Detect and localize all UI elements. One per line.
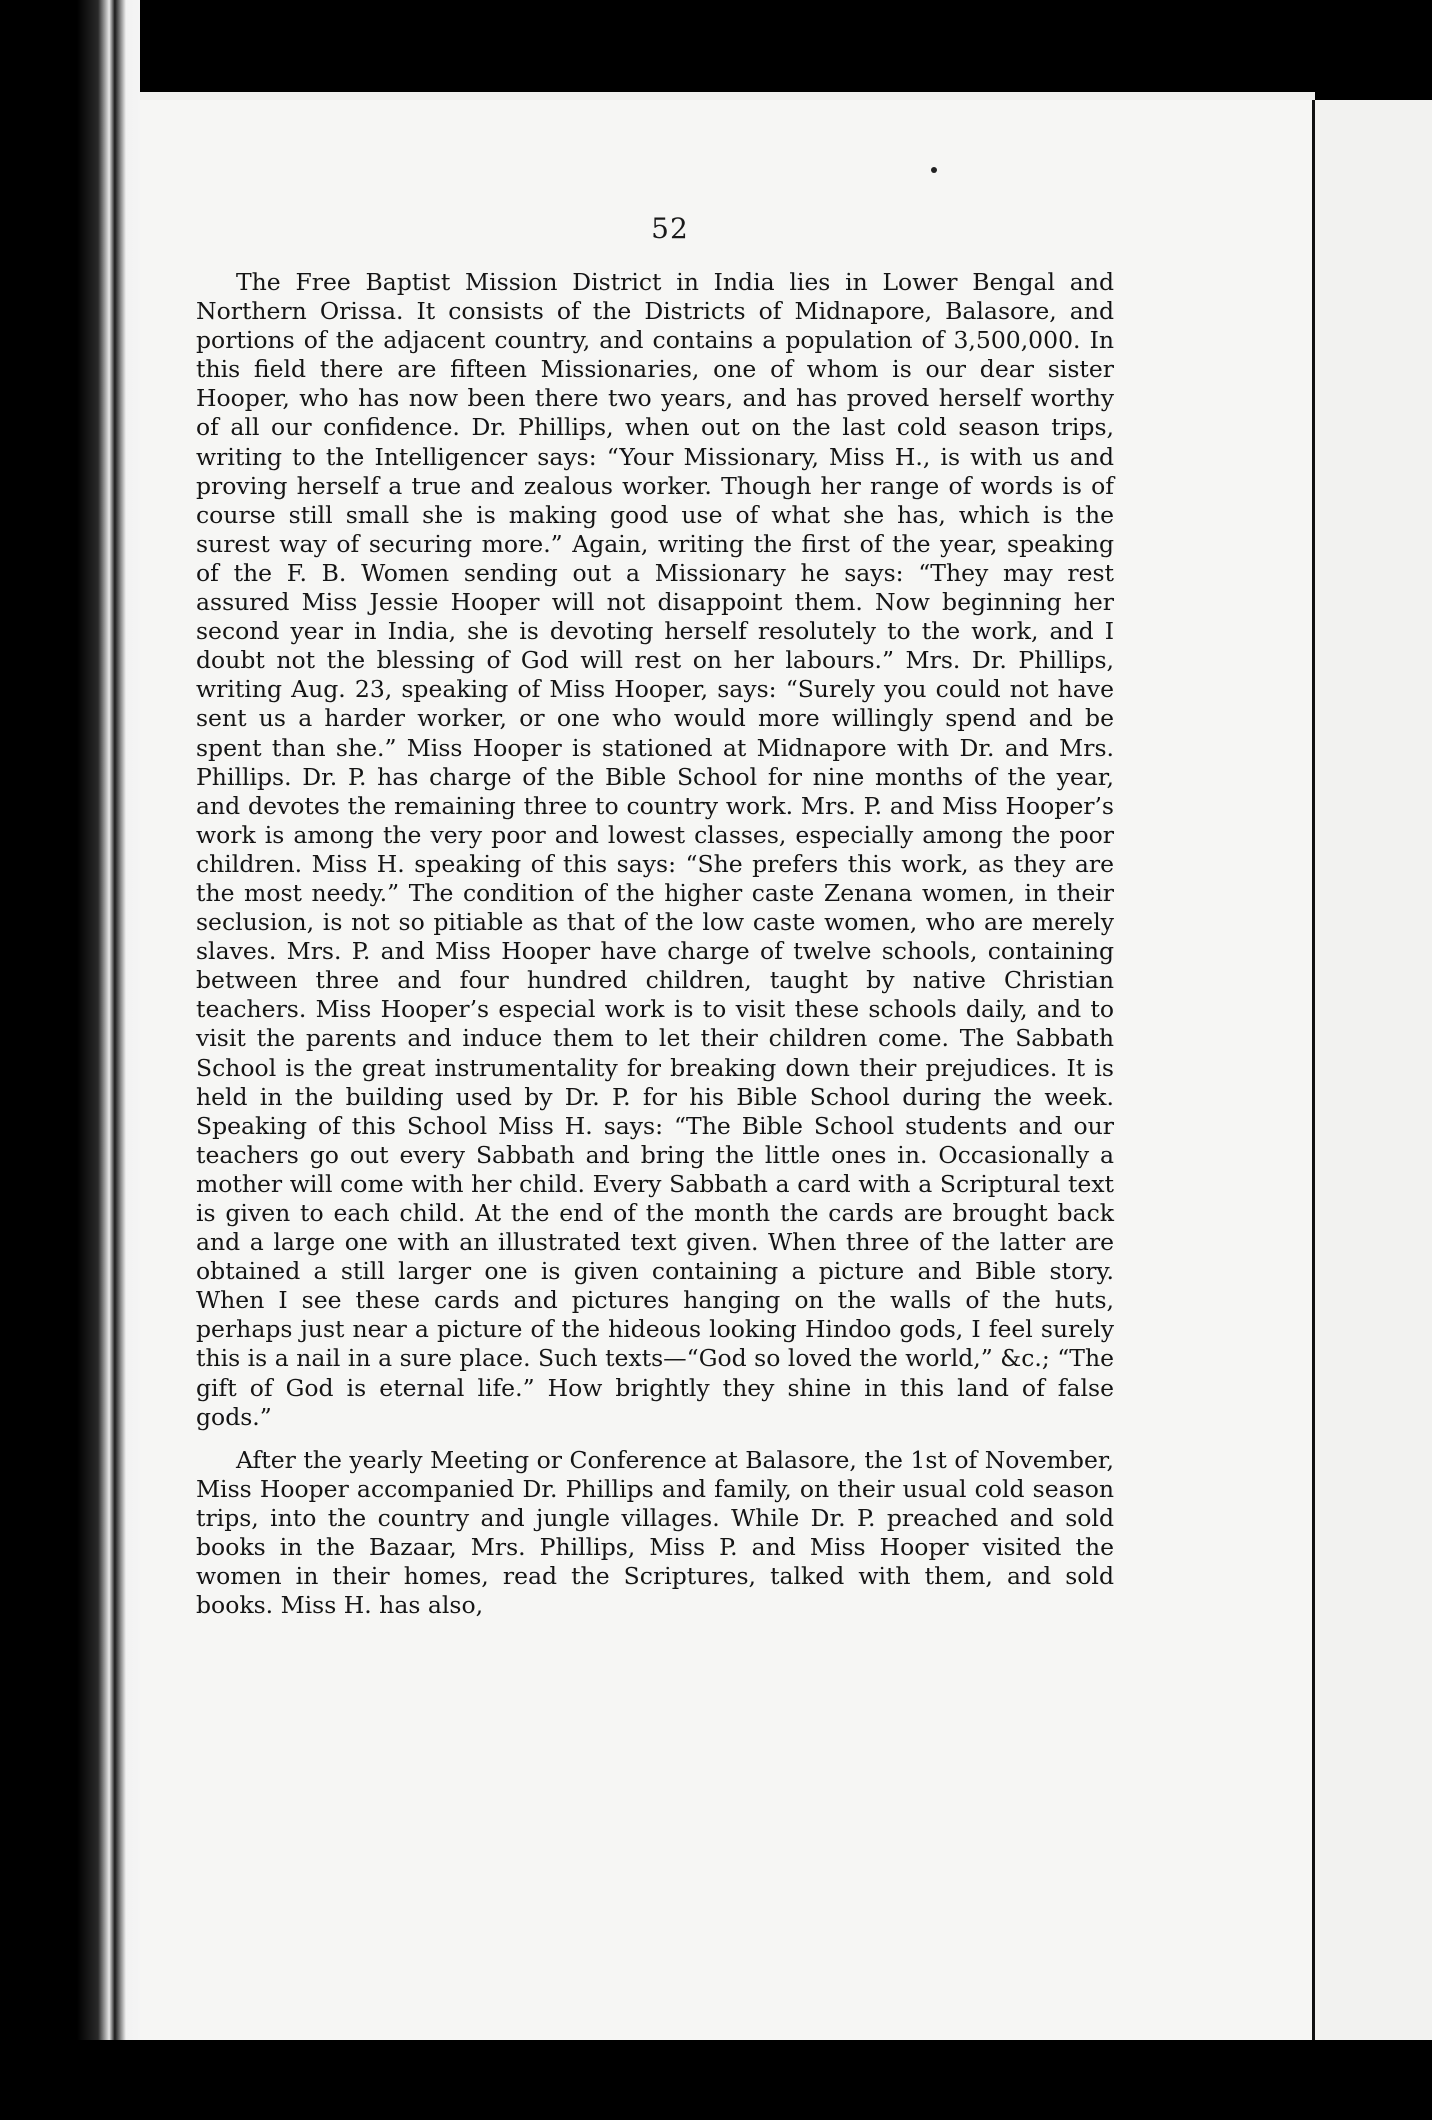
paragraph-1: The Free Baptist Mission District in India lies in Lower Bengal and Northern Orissa. It consists of the Districts of Midnapore, Balasore, and portions of the adjacent country, and contains a population of 3,500,000. In this field there are fifteen Missionaries, one of whom is our dear sister Hooper, who has now been there two years, and has proved herself worthy of all our confidence. Dr. Phillips, when out on the last cold season trips, writing to the Intelligencer says: “Your Missionary, Miss H., is with us and proving herself a true and zealous worker. Though her range of words is of course still small she is making good use of what she has, which is the surest way of securing more.” Again, writing the first of the year, speaking of the F. B. Women sending out a Missionary he says: “They may rest assured Miss Jessie Hooper will not disappoint them. Now beginning her second year in India, she is devoting herself resolutely to the work, and I doubt not the blessing of God will rest on her labours.” Mrs. Dr. Phillips, writing Aug. 23, speaking of Miss Hooper, says: “Surely you could not have sent us a harder worker, or one who would more willingly spend and be spent than she.” Miss Hooper is stationed at Midnapore with Dr. and Mrs. Phillips. Dr. P. has charge of the Bible School for nine months of the year, and devotes the remaining three to country work. Mrs. P. and Miss Hooper’s work is among the very poor and lowest classes, especially among the poor children. Miss H. speaking of this says: “She prefers this work, as they are the most needy.” The condition of the higher caste Zenana women, in their seclusion, is not so pitiable as that of the low caste women, who are merely slaves. Mrs. P. and Miss Hooper have charge of twelve schools, containing between three and four hundred children, taught by native Christian teachers. Miss Hooper’s especial work is to visit these schools daily, and to visit the parents and induce them to let their children come. The Sabbath School is the great instrumentality for breaking down their prejudices. It is held in the building used by Dr. P. for his Bible School during the week. Speaking of this School Miss H. says: “The Bible School students and our teachers go out every Sabbath and bring the little ones in. Occasionally a mother will come with her child. Every Sabbath a card with a Scriptural text is given to each child. At the end of the month the cards are brought back and a large one with an illustrated text given. When three of the latter are obtained a still larger one is given containing a picture and Bible story. When I see these cards and pictures hanging on the walls of the huts, perhaps just near a picture of the hideous looking Hindoo gods, I feel surely this is a nail in a sure place. Such texts—“God so loved the world,” &c.; “The gift of God is eternal life.” How brightly they shine in this land of false gods.” [196, 268, 1114, 1431]
page-number: 52 [651, 212, 689, 245]
adjacent-page-strip [1315, 100, 1432, 2040]
scan-left-binding [0, 0, 140, 2120]
ink-speck [931, 167, 937, 173]
page-body [196, 268, 1114, 1620]
scan-top-margin [0, 0, 1432, 92]
scan-bottom-margin [0, 2040, 1432, 2120]
paragraph-2: After the yearly Meeting or Conference at Balasore, the 1st of November, Miss Hooper accompanied Dr. Phillips and family, on their usual cold season trips, into the country and jungle villages. While Dr. P. preached and sold books in the Bazaar, Mrs. Phillips, Miss P. and Miss Hooper visited the women in their homes, read the Scriptures, talked with them, and sold books. Miss H. has also, [196, 1445, 1114, 1620]
